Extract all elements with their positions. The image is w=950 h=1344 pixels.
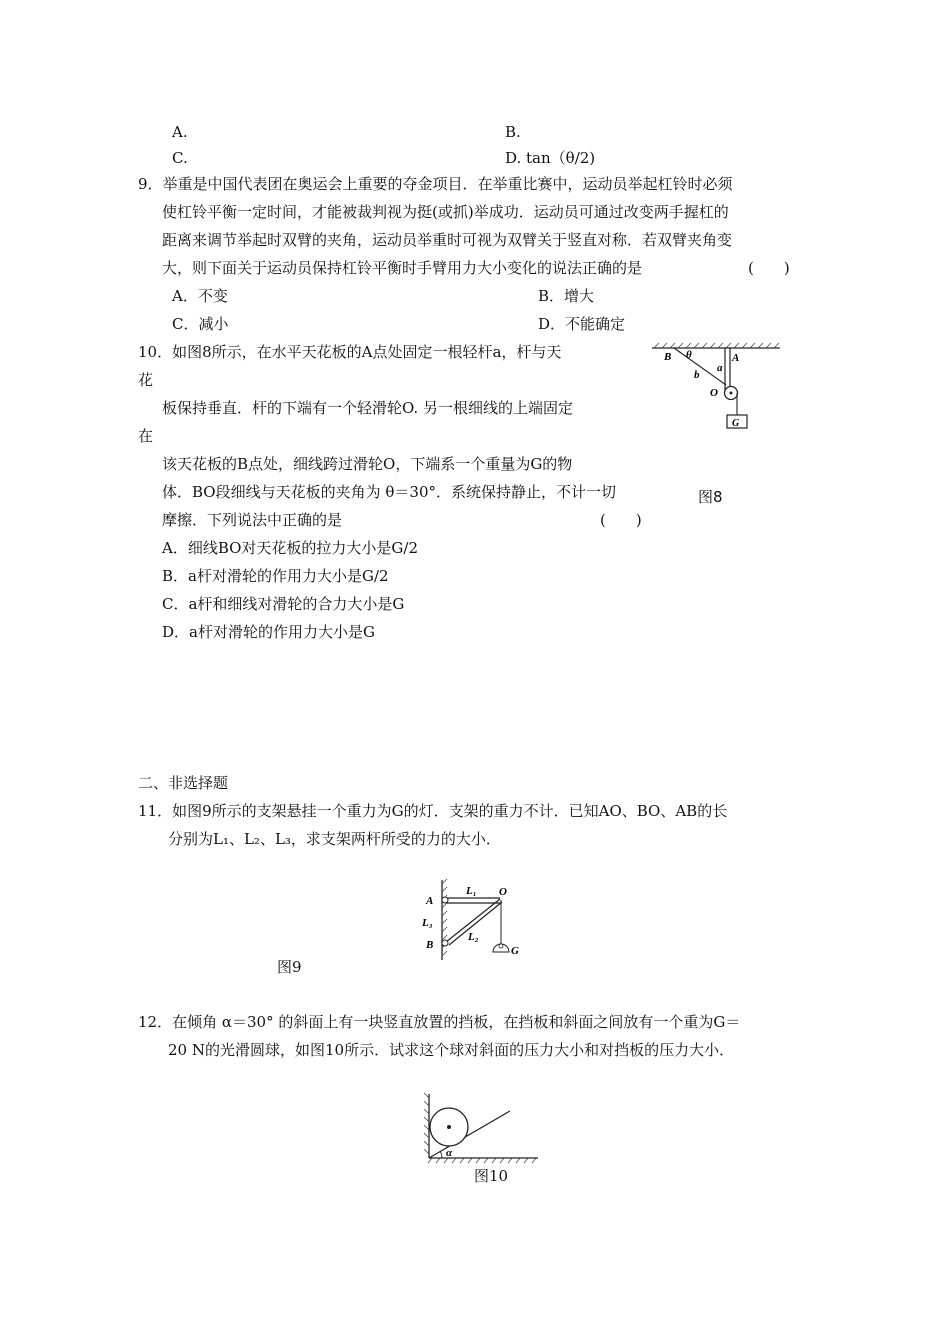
figure-9-label-o: O [499,886,507,898]
figure-9-label-b: B [426,939,434,951]
figure-10-caption: 图10 [474,1167,509,1185]
q9-option-b: B．增大 [538,287,595,305]
figure-10-label-alpha: α [446,1147,453,1159]
q12-stem-line1: 12．在倾角 α＝30° 的斜面上有一块竖直放置的挡板，在挡板和斜面之间放有一个重为G＝ [138,1013,741,1031]
figure-9-label-l2: L₂ [468,931,479,943]
q9-stem-line4: 大，则下面关于运动员保持杠铃平衡时手臂用力大小变化的说法正确的是 [162,259,643,277]
figure-8-label-b: B [664,351,672,363]
q10-stem-line4: 体．BO段细线与天花板的夹角为 θ＝30°．系统保持静止，不计一切 [162,483,616,501]
q10-stem-line5: 摩擦．下列说法中正确的是 [162,511,343,529]
figure-9-label-l3: L₃ [422,917,433,929]
q10-stem-line2-wrap: 在 [138,427,154,445]
q9-stem-line3: 距离来调节举起时双臂的夹角，运动员举重时可视为双臂关于竖直对称．若双臂夹角变 [162,231,733,249]
q9-option-d: D．不能确定 [538,315,626,333]
q10-option-c: C．a杆和细线对滑轮的合力大小是G [162,595,405,613]
figure-8-pulley-diagram [640,340,790,440]
q10-option-d: D．a杆对滑轮的作用力大小是G [162,623,375,641]
q10-stem-line3: 该天花板的B点处，细线跨过滑轮O，下端系一个重量为G的物 [162,455,573,473]
q10-stem-line1: 10．如图8所示，在水平天花板的A点处固定一根轻杆a，杆与天 [138,343,562,361]
figure-8-label-a-point: A [732,352,740,364]
q12-stem-line2: 20 N的光滑圆球，如图10所示．试求这个球对斜面的压力大小和对挡板的压力大小． [168,1041,735,1059]
figure-9-bracket-diagram [418,878,528,964]
q8-option-d: D. tan（θ/2) [505,149,596,167]
q9-stem-line1: 9．举重是中国代表团在奥运会上重要的夺金项目．在举重比赛中，运动员举起杠铃时必须 [138,175,733,193]
figure-9-label-a: A [426,895,434,907]
figure-9-label-l1: L₁ [466,885,477,897]
q10-option-b: B．a杆对滑轮的作用力大小是G/2 [162,567,389,585]
q8-option-b: B. [505,123,521,141]
figure-8-label-rod-a: a [717,362,723,374]
q10-stem-line1-wrap: 花 [138,371,154,389]
q9-option-c: C．减小 [172,315,229,333]
q10-stem-line2: 板保持垂直．杆的下端有一个轻滑轮O. 另一根细线的上端固定 [162,399,573,417]
figure-8-label-string-b: b [694,369,700,381]
q10-option-a: A．细线BO对天花板的拉力大小是G/2 [162,539,419,557]
figure-10-incline-diagram [420,1090,545,1166]
section-2-title: 二、非选择题 [138,774,229,792]
q9-answer-paren: ( ) [748,259,790,277]
figure-8-label-o: O [710,387,718,399]
q10-answer-paren: ( ) [600,511,642,529]
figure-9-label-g: G [511,945,519,957]
q8-option-c: C. [172,149,188,167]
figure-8-label-theta: θ [686,349,692,361]
figure-9-caption: 图9 [277,958,302,976]
q8-option-a: A. [172,123,188,141]
figure-8-caption: 图8 [698,488,723,506]
q9-stem-line2: 使杠铃平衡一定时间，才能被裁判视为挺(或抓)举成功．运动员可通过改变两手握杠的 [162,203,729,221]
q9-option-a: A．不变 [172,287,228,305]
q11-stem-line2: 分别为L₁、L₂、L₃，求支架两杆所受的力的大小． [168,830,501,848]
q11-stem-line1: 11．如图9所示的支架悬挂一个重力为G的灯．支架的重力不计．已知AO、BO、AB的长 [138,802,728,820]
figure-8-label-g: G [732,418,740,429]
